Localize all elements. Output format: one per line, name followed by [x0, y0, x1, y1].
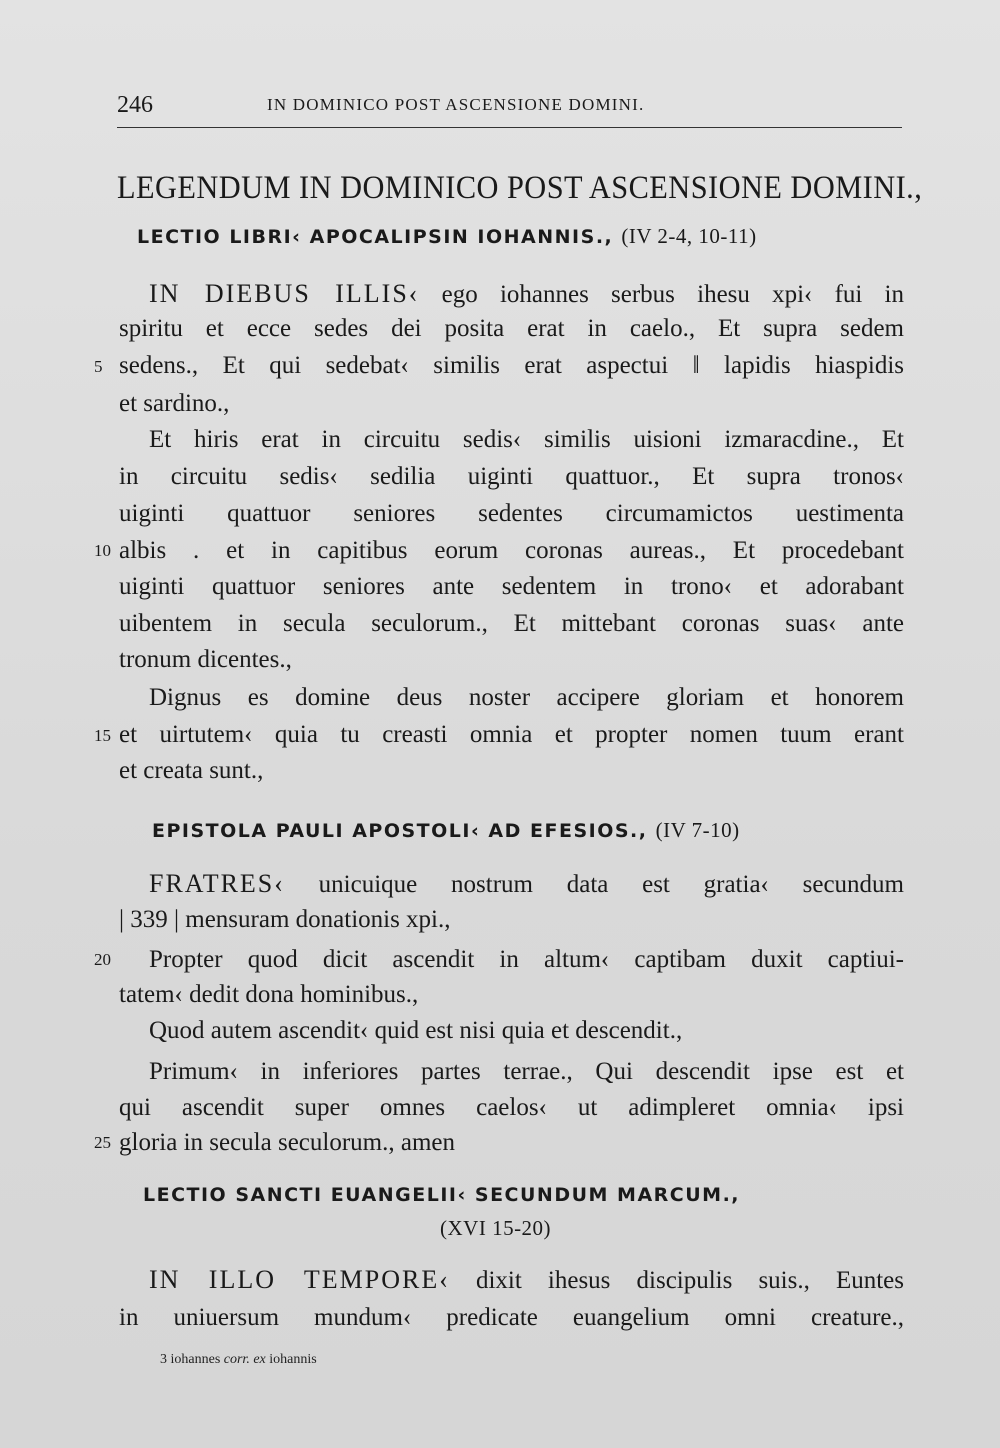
text-line	[149, 866, 904, 902]
margin-line-number: 5	[94, 357, 103, 376]
text-line: Propter quod dicit ascendit in altum‹ captibam duxit captiui-	[149, 946, 904, 973]
initial-caps: FRATRES‹	[149, 869, 285, 898]
line-text: dixit ihesus discipulis suis., Euntes	[449, 1267, 904, 1294]
footnote-word: iohannes	[170, 1352, 221, 1367]
text-line	[149, 1262, 904, 1298]
line-text: unicuique nostrum data est gratia‹ secundum	[284, 871, 904, 898]
text-line: et uirtutem‹ quia tu creasti omnia et propter nomen tuum erant	[119, 721, 904, 748]
text-line: spiritu et ecce sedes dei posita erat in caelo., Et supra sedem	[119, 315, 904, 342]
line-text: ego iohannes serbus ihesu xpi‹ fui in	[419, 281, 904, 308]
text-line: Quod autem ascendit‹ quid est nisi quia et descendit.,	[149, 1017, 683, 1044]
heading-reference: (XVI 15-20)	[440, 1216, 552, 1240]
section-heading-marcum: LECTIO SANCTI EUANGELII‹ SECUNDUM MARCUM.,	[143, 1184, 741, 1206]
text-line: uiginti quattuor seniores ante sedentem in trono‹ et adorabant	[119, 573, 904, 600]
margin-line-number: 10	[94, 541, 111, 560]
heading-text: EPISTOLA PAULI APOSTOLI‹ AD EFESIOS.,	[152, 820, 648, 842]
section-reference-marcum	[440, 1216, 551, 1241]
text-line: uibentem in secula seculorum., Et mittebant coronas suas‹ ante	[119, 610, 904, 637]
initial-caps: IN ILLO TEMPORE‹	[149, 1265, 450, 1294]
text-line: sedens., Et qui sedebat‹ similis erat aspectui ‖ lapidis hiaspidis	[119, 352, 904, 379]
page-header	[117, 92, 902, 126]
text-line: et creata sunt.,	[119, 757, 264, 784]
margin-line-number: 20	[94, 950, 111, 969]
footnote-source: iohannis	[269, 1352, 317, 1367]
heading-text: LECTIO LIBRI‹ APOCALIPSIN IOHANNIS.,	[137, 226, 614, 248]
page-title: LEGENDUM IN DOMINICO POST ASCENSIONE DOMINI.,	[117, 170, 923, 206]
text-line	[149, 276, 904, 312]
running-title: IN DOMINICO POST ASCENSIONE DOMINI.	[267, 95, 645, 114]
text-line: Et hiris erat in circuitu sedis‹ similis uisioni izmaracdine., Et	[149, 426, 904, 453]
section-heading-apocalipsis	[137, 224, 757, 249]
margin-line-number: 15	[94, 726, 111, 745]
text-line: tatem‹ dedit dona hominibus.,	[119, 981, 419, 1008]
text-line: gloria in secula seculorum., amen	[119, 1129, 455, 1156]
footnote-note-ex: ex	[253, 1352, 266, 1367]
footnote	[160, 1352, 317, 1368]
text-line: Dignus es domine deus noster accipere gloriam et honorem	[149, 684, 904, 711]
text-line: tronum dicentes.,	[119, 646, 292, 673]
footnote-note-corr: corr.	[223, 1352, 250, 1367]
heading-reference: (IV 2-4, 10-11)	[621, 224, 757, 248]
text-line: qui ascendit super omnes caelos‹ ut adimpleret omnia‹ ipsi	[119, 1094, 904, 1121]
text-line: albis . et in capitibus eorum coronas aureas., Et procedebant	[119, 537, 904, 564]
section-heading-efesios	[152, 818, 740, 843]
text-line: in circuitu sedis‹ sedilia uiginti quattuor., Et supra tronos‹	[119, 463, 904, 490]
heading-reference: (IV 7-10)	[655, 818, 740, 842]
text-line: et sardino.,	[119, 390, 230, 417]
page-number: 246	[117, 92, 153, 118]
text-line: Primum‹ in inferiores partes terrae., Qui descendit ipse est et	[149, 1058, 904, 1085]
text-line: | 339 | mensuram donationis xpi.,	[119, 906, 451, 933]
text-line: uiginti quattuor seniores sedentes circumamictos uestimenta	[119, 500, 904, 527]
header-rule	[117, 127, 902, 128]
text-line: in uniuersum mundum‹ predicate euangelium omni creature.,	[119, 1304, 904, 1331]
margin-line-number: 25	[94, 1133, 111, 1152]
footnote-number: 3	[160, 1352, 167, 1367]
initial-caps: IN DIEBUS ILLIS‹	[149, 279, 420, 308]
